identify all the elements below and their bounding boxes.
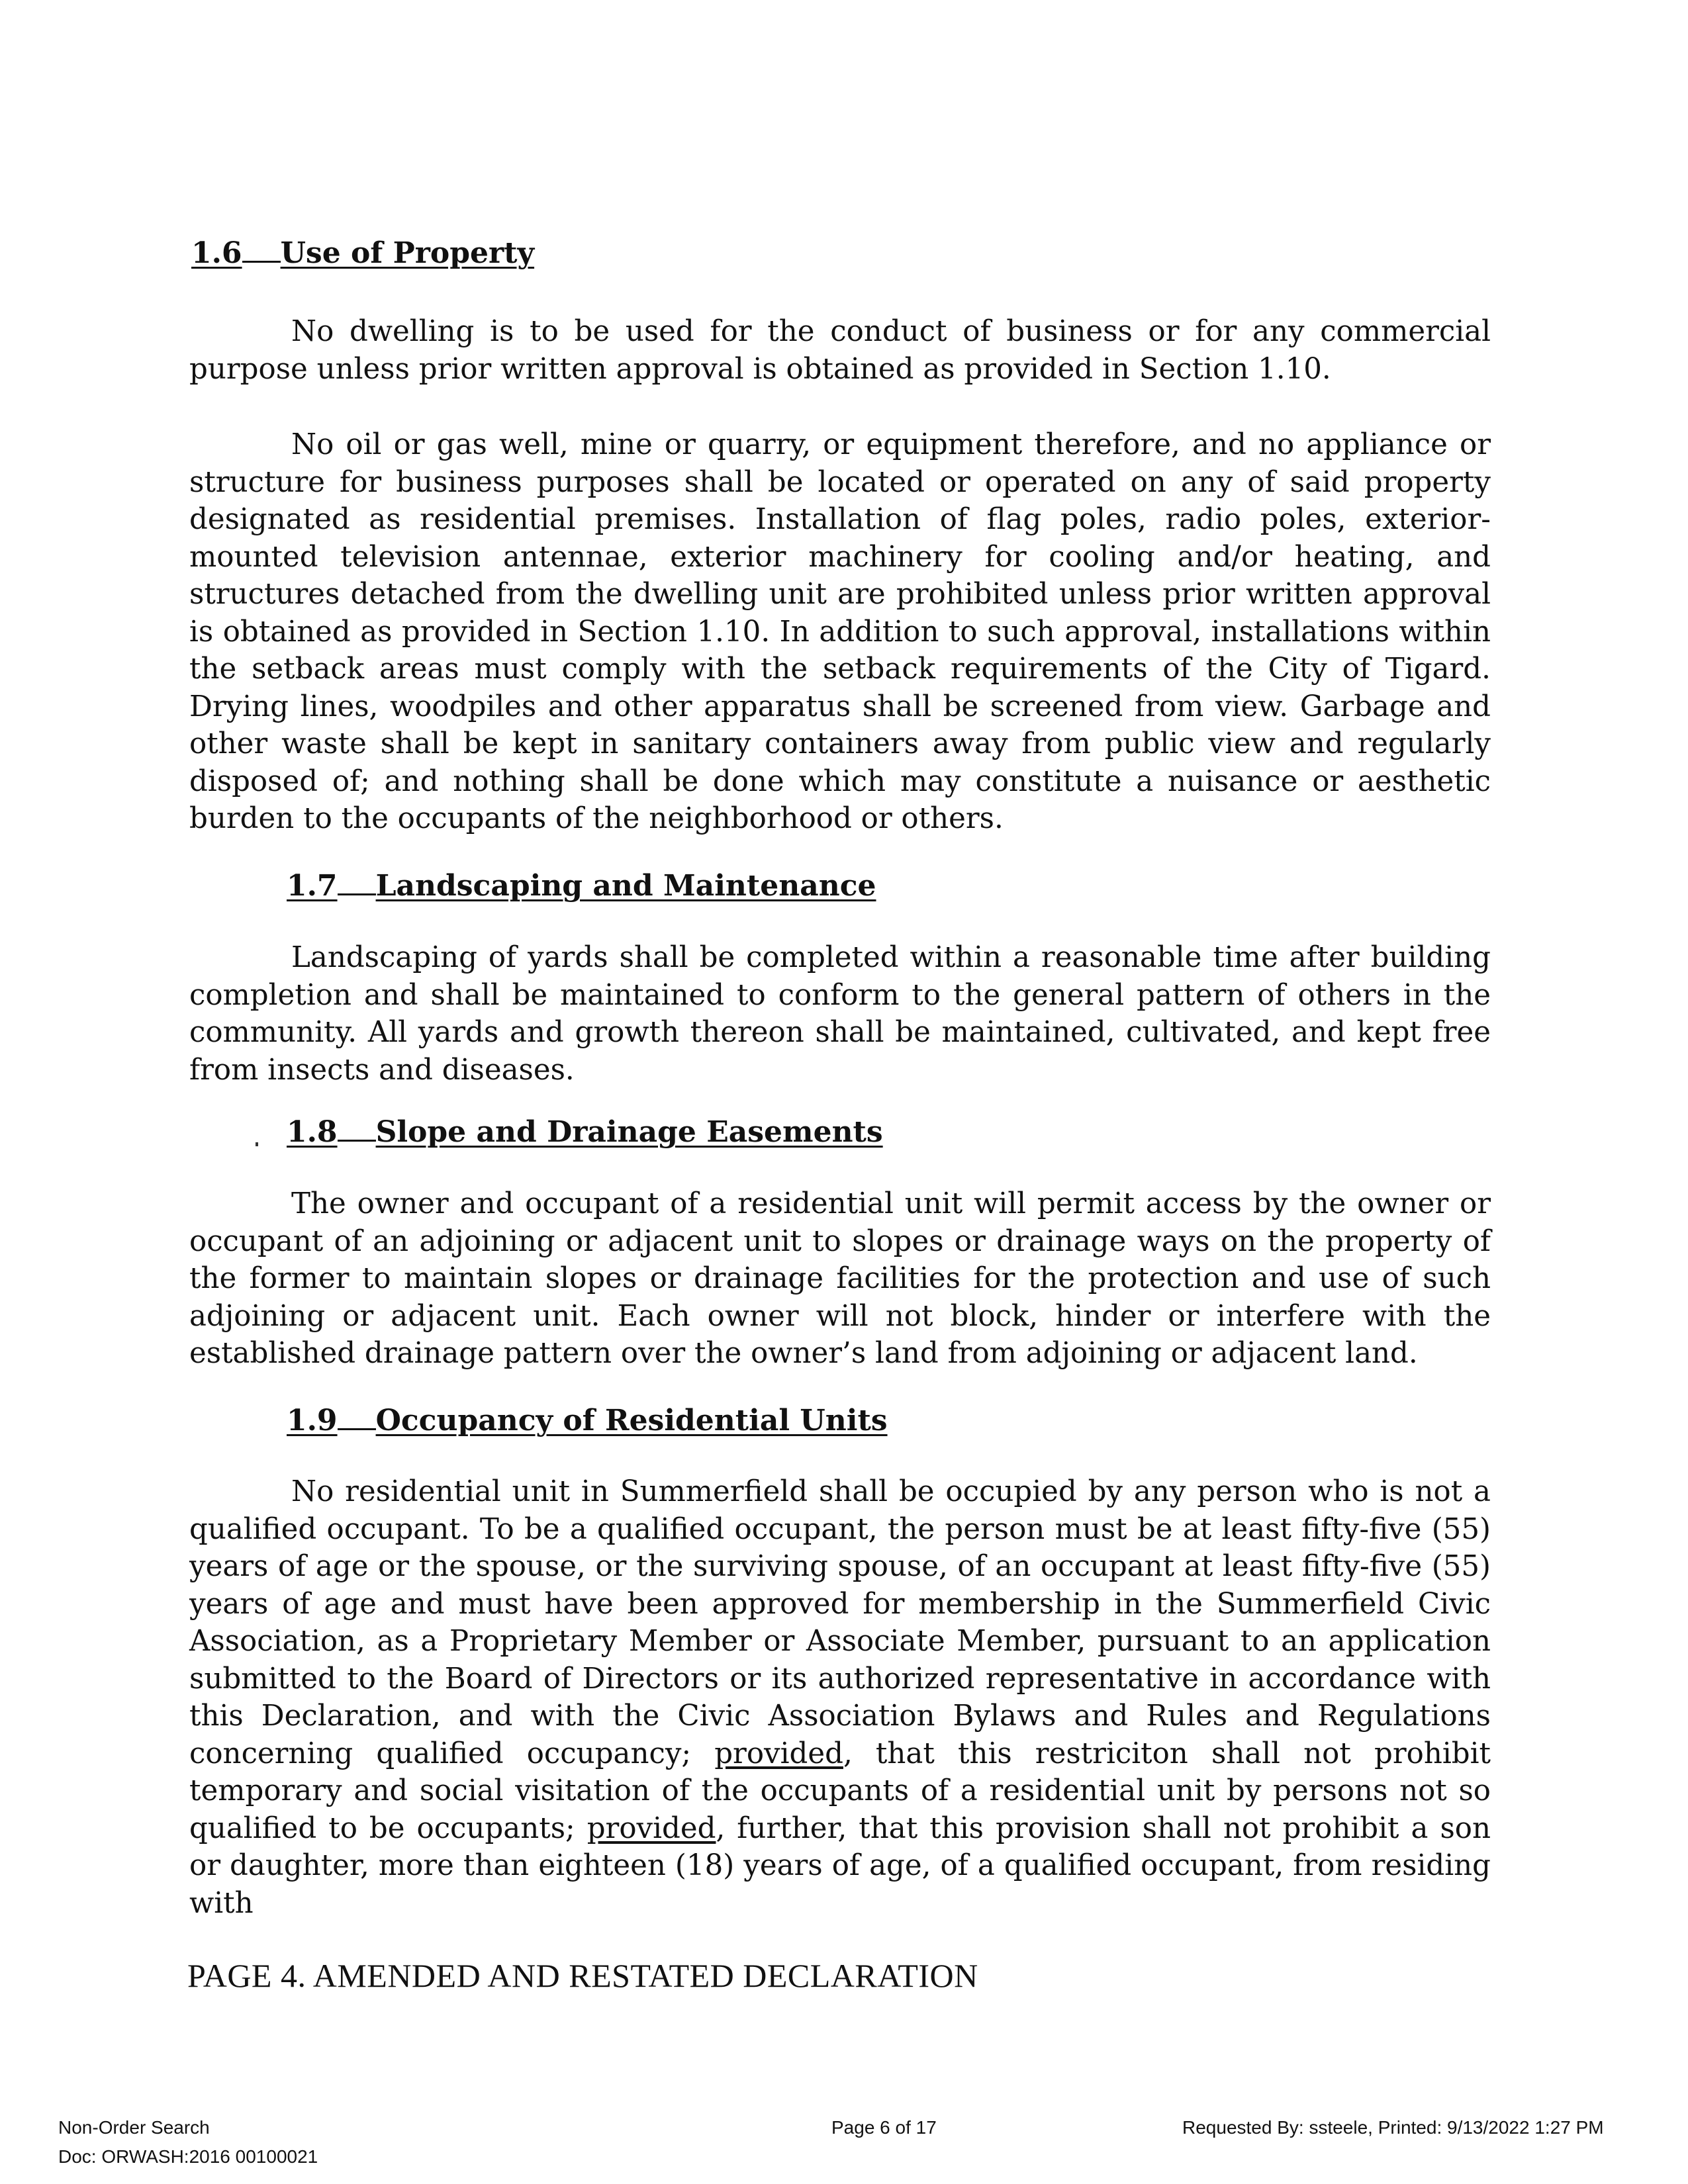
section-title: Landscaping and Maintenance bbox=[375, 869, 876, 903]
print-meta-page-count: Page 6 of 17 bbox=[831, 2117, 937, 2138]
section-heading-1-6 bbox=[191, 234, 534, 268]
section-heading-1-9 bbox=[287, 1402, 888, 1435]
paragraph-text: , that this restriciton shall not prohibit temporary and social visitation of the occupants of a residential unit by persons not so qualified to be occupants; bbox=[189, 1737, 1491, 1845]
section-heading-1-8 bbox=[287, 1113, 883, 1147]
paragraph-text: No residential unit in Summerfield shall be occupied by any person who is not a qualified occupant. To be a qualified occupant, the person must be at least fifty-five (55) years of age or the spouse, or the surviving spouse, of an occupant at least fifty-five (55) years of age and must have been approved for membership in the Summerfield Civic Association, as a Proprietary Member or Associate Member, pursuant to an application submitted to the Board of Directors or its authorized representative in accordance with this Declaration, and with the Civic Association Bylaws and Rules and Regulations concerning qualified occupancy; bbox=[189, 1475, 1491, 1770]
section-number: 1.8 bbox=[287, 1115, 338, 1149]
section-number: 1.9 bbox=[287, 1404, 338, 1437]
print-meta-doc-id: Doc: ORWASH:2016 00100021 bbox=[58, 2146, 318, 2167]
paragraph-text: , further, that this provision shall not prohibit a son or daughter, more than eighteen (18) years of age, of a qualified occupant, from residing with bbox=[189, 1811, 1491, 1920]
heading-rule bbox=[338, 867, 376, 895]
paragraph-1-6-a: No dwelling is to be used for the conduct of business or for any commercial purpose unless prior written approval is obtained as provided in Section 1.10. bbox=[189, 315, 1491, 386]
emphasis-provided: provided bbox=[714, 1737, 843, 1770]
heading-rule bbox=[242, 234, 281, 263]
section-number: 1.7 bbox=[287, 869, 338, 903]
heading-rule bbox=[338, 1402, 376, 1430]
section-number: 1.6 bbox=[191, 236, 242, 270]
heading-rule bbox=[338, 1113, 376, 1142]
print-meta-search-type: Non-Order Search bbox=[58, 2117, 210, 2138]
paragraph-1-8: The owner and occupant of a residential unit will permit access by the owner or occupant of an adjoining or adjacent unit to slopes or drainage ways on the property of the former to maintain slopes or drainage facilities for the protection and use of such adjoining or adjacent unit. Each owner will not block, hinder or interfere with the established drainage pattern over the owner’s land from adjoining or adjacent land. bbox=[189, 1187, 1491, 1370]
scan-artifact-mark bbox=[256, 1142, 258, 1146]
section-heading-1-7 bbox=[287, 867, 876, 901]
page-footer: PAGE 4. AMENDED AND RESTATED DECLARATION bbox=[187, 1957, 978, 1994]
paragraph-1-7: Landscaping of yards shall be completed within a reasonable time after building completion and shall be maintained to conform to the general pattern of others in the community. All yards and growth thereon shall be maintained, cultivated, and kept free from insects and diseases. bbox=[189, 941, 1491, 1087]
section-title: Use of Property bbox=[280, 236, 535, 270]
paragraph-1-6-b: No oil or gas well, mine or quarry, or equipment therefore, and no appliance or structure for business purposes shall be located or operated on any of said property designated as residential premises. Installation of flag poles, radio poles, exterior-mounted television antennae, exterior machinery for cooling and/or heating, and structures detached from the dwelling unit are prohibited unless prior written approval is obtained as provided in Section 1.10. In addition to such approval, installations within the setback areas must comply with the setback requirements of the City of Tigard. Drying lines, woodpiles and other apparatus shall be screened from view. Garbage and other waste shall be kept in sanitary containers away from public view and regularly disposed of; and nothing shall be done which may constitute a nuisance or aesthetic burden to the occupants of the neighborhood or others. bbox=[189, 428, 1491, 835]
emphasis-provided: provided bbox=[586, 1811, 716, 1845]
print-meta-requested-by: Requested By: ssteele, Printed: 9/13/2022 1:27 PM bbox=[1182, 2117, 1604, 2138]
section-title: Slope and Drainage Easements bbox=[375, 1115, 883, 1149]
paragraph-1-9 bbox=[189, 1473, 1491, 1922]
section-title: Occupancy of Residential Units bbox=[375, 1404, 888, 1437]
